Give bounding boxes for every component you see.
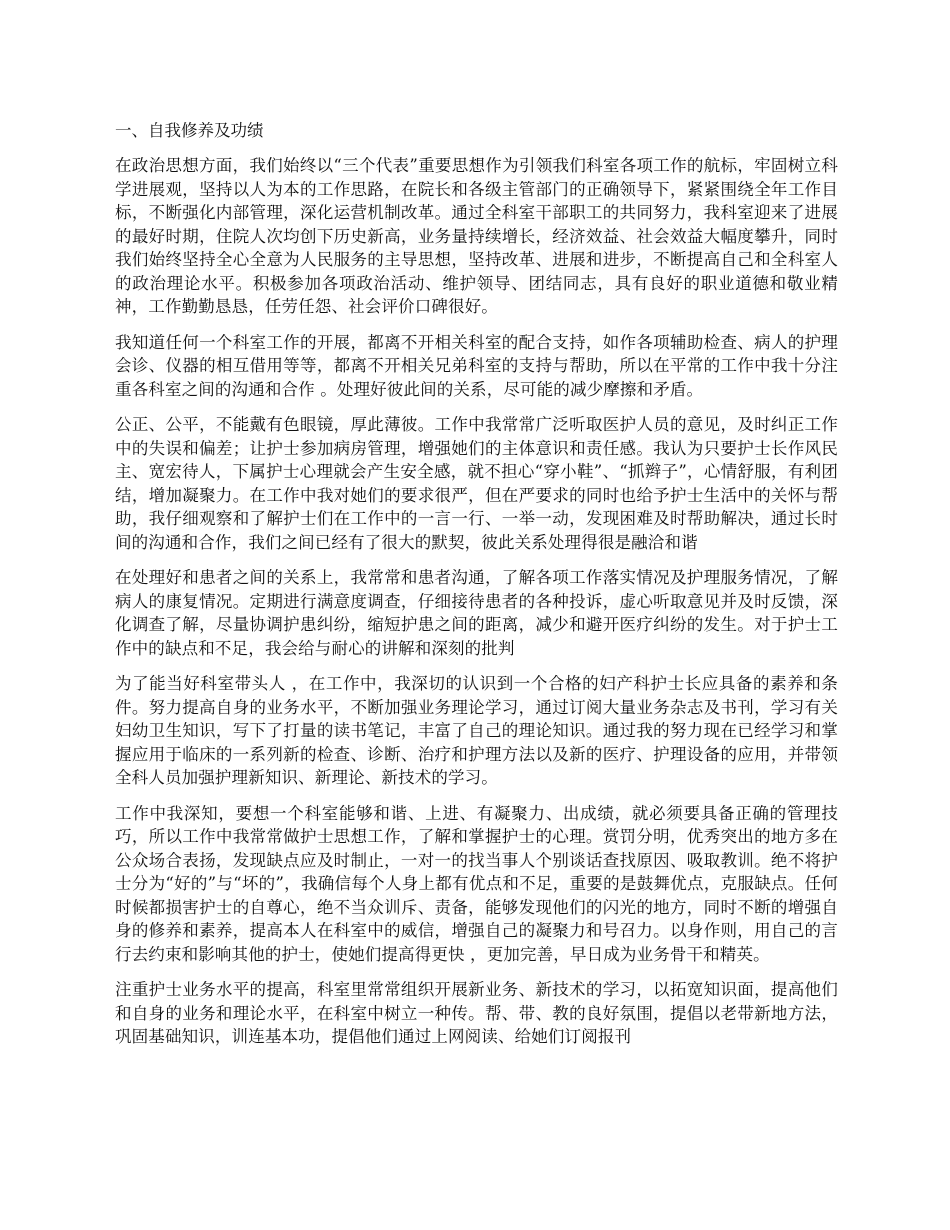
paragraph-political-thought: 在政治思想方面，我们始终以“三个代表”重要思想作为引领我们科室各项工作的航标，牢固树立科学进展观，坚持以人为本的工作思路，在院长和各级主管部门的正确领导下，紧紧围绕全年工作目标，不断强化内部管理，深化运营机制改革。通过全科室干部职工的共同努力，我科室迎来了进展的最好时期，住院人次均创下历史新高，业务量持续增长，经济效益、社会效益大幅度攀升，同时我们始终坚持全心全意为人民服务的主导思想，坚持改革、进展和进步，不断提高自己和全科室人的政治理论水平。积极参加各项政治活动、维护领导、团结同志，具有良好的职业道德和敬业精神，工作勤勤恳恳，任劳任怨、社会评价口碑很好。 (115, 156, 838, 316)
paragraph-fairness: 公正、公平，不能戴有色眼镜，厚此薄彼。工作中我常常广泛听取医护人员的意见，及时纠正工作中的失误和偏差；让护士参加病房管理，增强她们的主体意识和责任感。我认为只要护士长作风民主、宽宏待人，下属护士心理就会产生安全感，就不担心“穿小鞋”、“抓辫子”，心情舒服，有利团结，增加凝聚力。在工作中我对她们的要求很严，但在严要求的同时也给予护士生活中的关怀与帮助，我仔细观察和了解护士们在工作中的一言一行、一举一动，发现困难及时帮助解决，通过长时间的沟通和合作，我们之间已经有了很大的默契，彼此关系处理得很是融洽和谐 (115, 415, 838, 552)
paragraph-management-skills: 工作中我深知，要想一个科室能够和谐、上进、有凝聚力、出成绩，就必须要具备正确的管理技巧，所以工作中我常常做护士思想工作，了解和掌握护士的心理。赏罚分明，优秀突出的地方多在公众场合表扬，发现缺点应及时制止，一对一的找当事人个别谈话查找原因、吸取教训。绝不将护士分为“好的”与“坏的”，我确信每个人身上都有优点和不足，重要的是鼓舞优点，克服缺点。任何时候都损害护士的自尊心，绝不当众训斥、责备，能够发现他们的闪光的地方，同时不断的增强自身的修养和素养，提高本人在科室中的威信，增强自己的凝聚力和号召力。以身作则，用自己的言行去约束和影响其他的护士，使她们提高得更快 ，更加完善，早日成为业务骨干和精英。 (115, 803, 838, 964)
paragraph-department-cooperation: 我知道任何一个科室工作的开展，都离不开相关科室的配合支持，如作各项辅助检查、病人的护理会诊、仪器的相互借用等等，都离不开相关兄弟科室的支持与帮助，所以在平常的工作中我十分注重各科室之间的沟通和合作 。处理好彼此间的关系，尽可能的减少摩擦和矛盾。 (115, 332, 838, 399)
paragraph-professional-study: 为了能当好科室带头人 ，在工作中，我深切的认识到一个合格的妇产科护士长应具备的素养和条件。努力提高自身的业务水平，不断加强业务理论学习，通过订阅大量业务杂志及书刊，学习有关妇幼卫生知识，写下了打量的读书笔记，丰富了自己的理论知识。通过我的努力现在已经学习和掌握应用于临床的一系列新的检查、诊断、治疗和护理方法以及新的医疗、护理设备的应用，并带领全科人员加强护理新知识、新理论、新技术的学习。 (115, 674, 838, 787)
paragraph-patient-relations: 在处理好和患者之间的关系上，我常常和患者沟通，了解各项工作落实情况及护理服务情况，了解病人的康复情况。定期进行满意度调查，仔细接待患者的各种投诉，虚心听取意见并及时反馈，深化调查了解，尽量协调护患纠纷，缩短护患之间的距离，减少和避开医疗纠纷的发生。对于护士工作中的缺点和不足，我会给与耐心的讲解和深刻的批判 (115, 568, 838, 658)
section-heading: 一、自我修养及功绩 (115, 121, 264, 140)
paragraph-nurse-training: 注重护士业务水平的提高，科室里常常组织开展新业务、新技术的学习，以拓宽知识面，提高他们和自身的业务和理论水平，在科室中树立一种传。帮、带、教的良好氛围，提倡以老带新地方法，巩固基础知识，训连基本功，提倡他们通过上网阅读、给她们订阅报刊 (115, 980, 838, 1046)
document-page (115, 118, 838, 1061)
